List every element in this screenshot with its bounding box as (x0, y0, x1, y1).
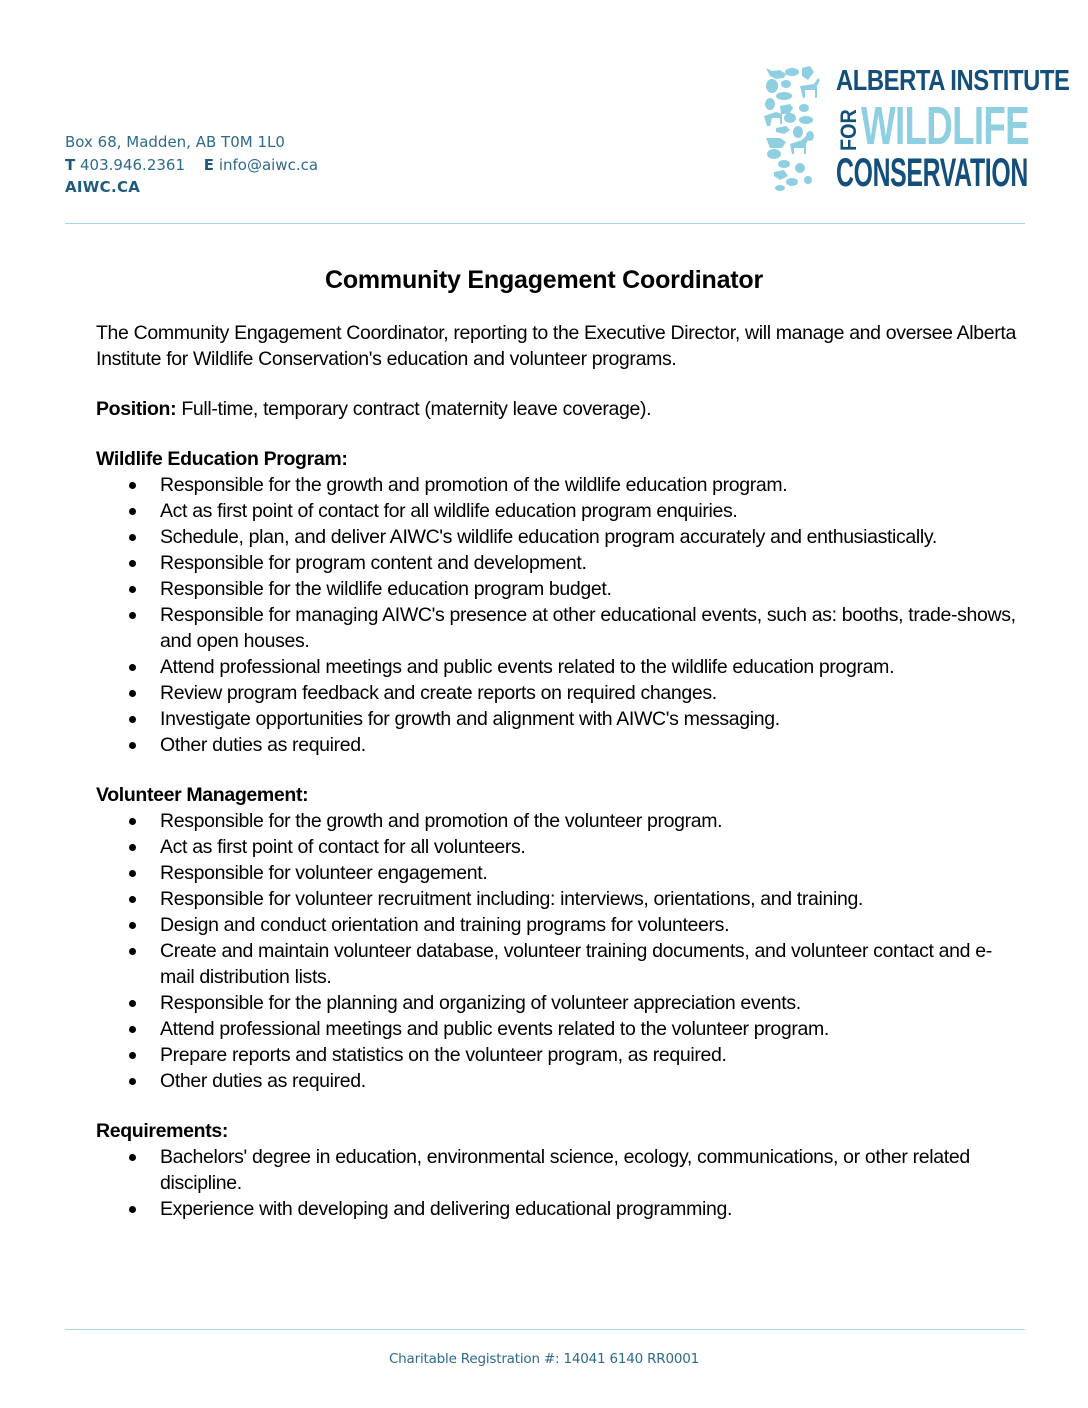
page-title: Community Engagement Coordinator (324, 266, 764, 294)
list-item (96, 550, 1016, 576)
list-item-text: Attend professional meetings and public events related to the wildlife education program. (160, 656, 895, 678)
email-address[interactable]: info@aiwc.ca (218, 155, 319, 174)
list-item (96, 1068, 1016, 1094)
list-item (96, 524, 1016, 550)
list-item-text: Responsible for program content and development. (160, 552, 587, 574)
bullet-icon (129, 508, 136, 515)
list-item-text: Design and conduct orientation and training programs for volunteers. (160, 914, 730, 936)
list-item (96, 860, 1016, 886)
bullet-icon (129, 664, 136, 671)
list-item-text: Responsible for the growth and promotion of the wildlife education program. (160, 474, 788, 496)
bullet-icon (129, 1000, 136, 1007)
aiwc-logo (762, 62, 1070, 195)
list-item-text: Responsible for the wildlife education program budget. (160, 578, 612, 600)
bullet-icon (129, 690, 136, 697)
list-item-text: Responsible for managing AIWC's presence at other educational events, such as: booths, trade-shows, and open houses. (160, 604, 1016, 652)
section-heading-education: Wildlife Education Program: (96, 448, 348, 470)
list-item (96, 1144, 1016, 1196)
position-value: Full-time, temporary contract (maternity leave coverage). (176, 398, 652, 420)
header-divider (65, 223, 1025, 224)
list-item-text: Responsible for volunteer recruitment including: interviews, orientations, and training. (160, 888, 864, 910)
list-item-text: Attend professional meetings and public events related to the volunteer program. (160, 1018, 830, 1040)
bullet-icon (129, 870, 136, 877)
list-item (96, 938, 1016, 990)
list-item-text: Create and maintain volunteer database, volunteer training documents, and volunteer contact and e-mail distribution lists. (160, 940, 992, 988)
list-item (96, 576, 1016, 602)
list-item (96, 680, 1016, 706)
position-label: Position: (96, 398, 177, 420)
section-heading-volunteer: Volunteer Management: (96, 784, 309, 806)
logo-line-2: WILDLIFE (861, 96, 1029, 156)
list-item (96, 886, 1016, 912)
address: Box 68, Madden, AB T0M 1L0 (65, 133, 285, 151)
bullet-icon (129, 818, 136, 825)
requirements-list (96, 1144, 1016, 1222)
bullet-icon (129, 1078, 136, 1085)
list-item-text: Act as first point of contact for all wildlife education program enquiries. (160, 500, 738, 522)
intro-paragraph: The Community Engagement Coordinator, reporting to the Executive Director, will manage and oversee Alberta Institute for Wildlife Conservation's education and volunteer programs. (96, 322, 1016, 370)
list-item-text: Act as first point of contact for all volunteers. (160, 836, 526, 858)
list-item-text: Responsible for the growth and promotion of the volunteer program. (160, 810, 723, 832)
wildlife-silhouettes-icon (762, 64, 832, 192)
list-item-text: Responsible for volunteer engagement. (160, 862, 488, 884)
phone-number[interactable]: 403.946.2361 (80, 155, 185, 174)
logo-wordmark (836, 62, 1070, 195)
document-body (96, 320, 1016, 1222)
charitable-registration: Charitable Registration #: 14041 6140 RR0001 (388, 1351, 700, 1367)
list-item-text: Schedule, plan, and deliver AIWC's wildlife education program accurately and enthusiastically. (160, 526, 937, 548)
bullet-icon (129, 1154, 136, 1161)
list-item (96, 912, 1016, 938)
bullet-icon (129, 948, 136, 955)
bullet-icon (129, 1052, 136, 1059)
list-item-text: Responsible for the planning and organizing of volunteer appreciation events. (160, 992, 801, 1014)
website-link[interactable]: AIWC.CA (65, 178, 141, 196)
contact-block (65, 131, 318, 199)
logo-line-1: ALBERTA INSTITUTE (836, 65, 1070, 97)
list-item (96, 654, 1016, 680)
list-item (96, 706, 1016, 732)
bullet-icon (129, 742, 136, 749)
list-item (96, 1196, 1016, 1222)
list-item (96, 990, 1016, 1016)
logo-for-container (836, 101, 861, 151)
list-item-text: Other duties as required. (160, 734, 366, 756)
bullet-icon (129, 612, 136, 619)
phone-label: T (65, 155, 76, 174)
volunteer-duties-list (96, 808, 1016, 1094)
list-item (96, 472, 1016, 498)
footer-divider (65, 1329, 1025, 1330)
list-item-text: Bachelors' degree in education, environmental science, ecology, communications, or other related discipline. (160, 1146, 970, 1194)
bullet-icon (129, 1206, 136, 1213)
education-duties-list (96, 472, 1016, 758)
phone-email-line (65, 154, 318, 177)
logo-for: FOR (836, 109, 861, 151)
bullet-icon (129, 844, 136, 851)
bullet-icon (129, 896, 136, 903)
bullet-icon (129, 922, 136, 929)
list-item (96, 834, 1016, 860)
bullet-icon (129, 482, 136, 489)
list-item (96, 602, 1016, 654)
list-item (96, 1042, 1016, 1068)
list-item-text: Prepare reports and statistics on the volunteer program, as required. (160, 1044, 727, 1066)
list-item (96, 732, 1016, 758)
email-label: E (203, 155, 215, 174)
list-item-text: Review program feedback and create reports on required changes. (160, 682, 717, 704)
bullet-icon (129, 1026, 136, 1033)
list-item (96, 1016, 1016, 1042)
section-heading-requirements: Requirements: (96, 1120, 228, 1142)
bullet-icon (129, 534, 136, 541)
list-item-text: Investigate opportunities for growth and alignment with AIWC's messaging. (160, 708, 780, 730)
list-item (96, 808, 1016, 834)
bullet-icon (129, 716, 136, 723)
bullet-icon (129, 560, 136, 567)
list-item-text: Other duties as required. (160, 1070, 366, 1092)
list-item-text: Experience with developing and delivering educational programming. (160, 1198, 733, 1220)
logo-line-3: CONSERVATION (836, 151, 1028, 195)
position-line (96, 396, 1016, 422)
bullet-icon (129, 586, 136, 593)
list-item (96, 498, 1016, 524)
